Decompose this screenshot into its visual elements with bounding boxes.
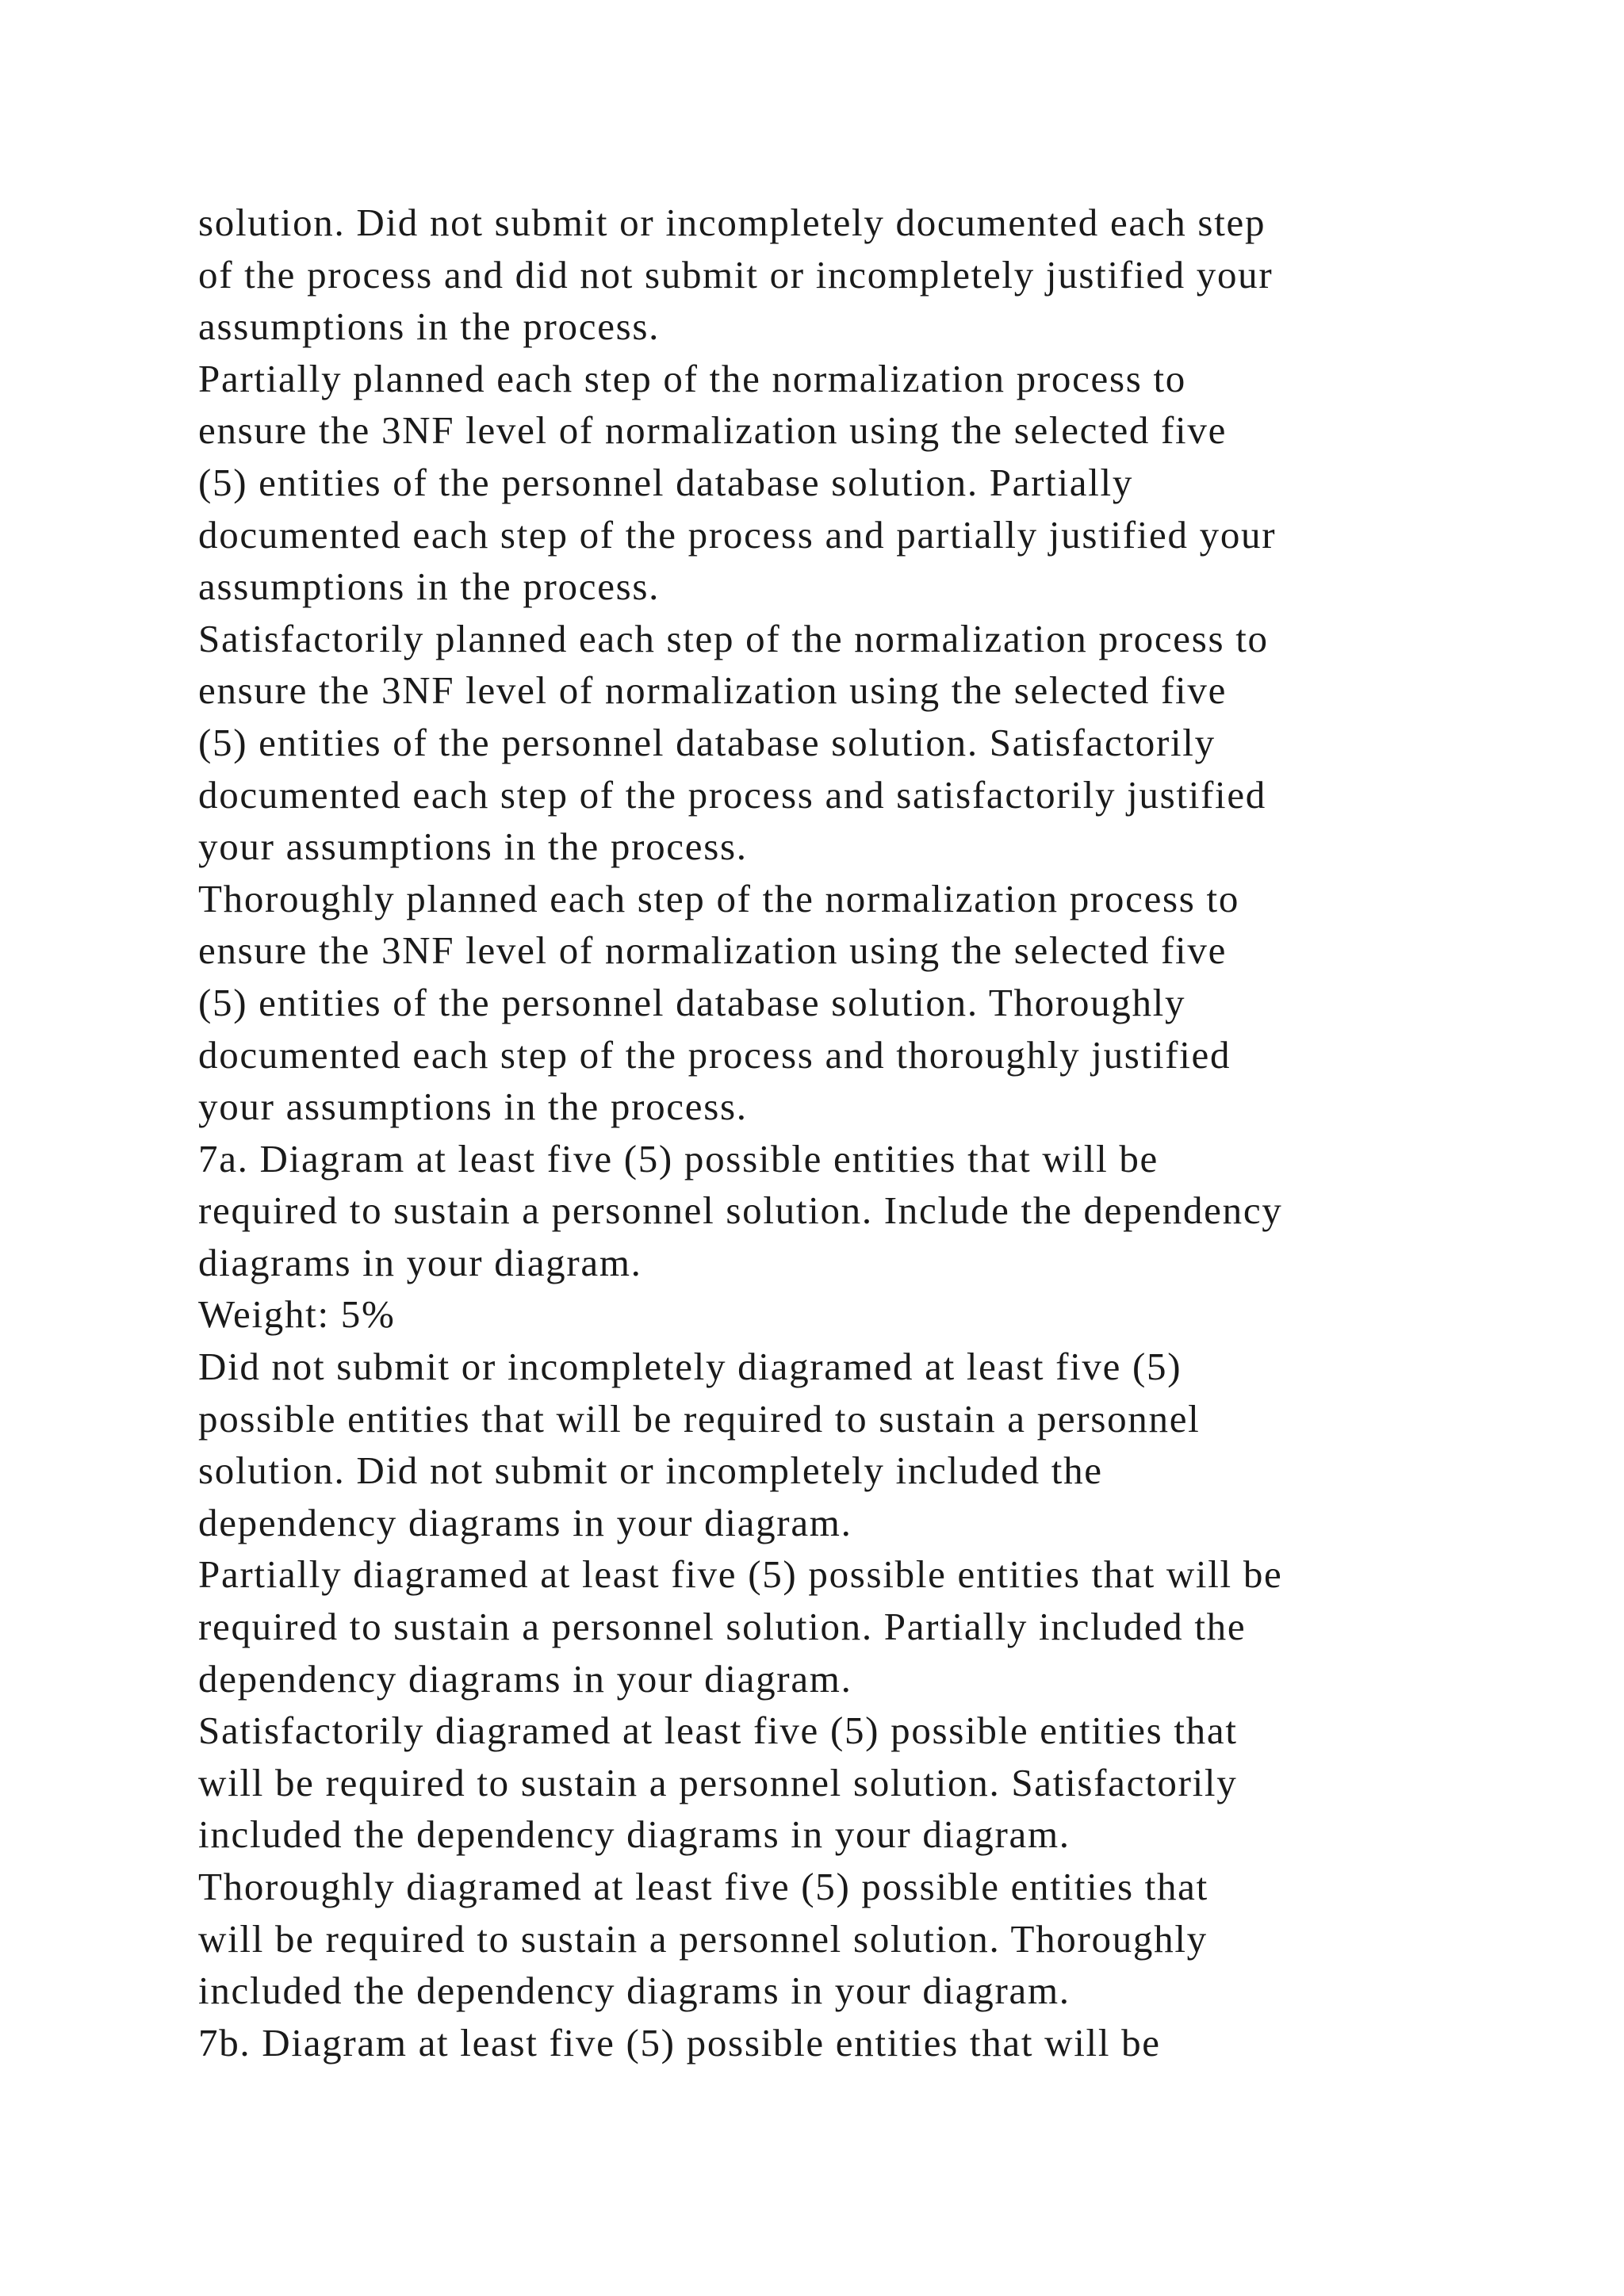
text-line: (5) entities of the personnel database solution. Thoroughly: [198, 980, 1186, 1024]
text-line: Weight: 5%: [198, 1292, 396, 1337]
text-line: required to sustain a personnel solution. Partially included the: [198, 1605, 1247, 1649]
text-line: dependency diagrams in your diagram.: [198, 1656, 852, 1701]
text-line: ensure the 3NF level of normalization using the selected five: [198, 668, 1228, 713]
text-line: (5) entities of the personnel database solution. Satisfactorily: [198, 720, 1216, 764]
text-line: will be required to sustain a personnel solution. Satisfactorily: [198, 1760, 1238, 1804]
text-line: solution. Did not submit or incompletely included the: [198, 1448, 1103, 1493]
text-line: Partially diagramed at least five (5) possible entities that will be: [198, 1552, 1283, 1597]
text-line: will be required to sustain a personnel solution. Thoroughly: [198, 1916, 1208, 1961]
text-line: required to sustain a personnel solution. Include the dependency: [198, 1188, 1283, 1233]
text-line: solution. Did not submit or incompletely documented each step: [198, 201, 1266, 244]
text-line: Satisfactorily planned each step of the normalization process to: [198, 616, 1269, 660]
text-line: Did not submit or incompletely diagramed at least five (5): [198, 1345, 1182, 1389]
text-line: (5) entities of the personnel database solution. Partially: [198, 460, 1134, 504]
text-line: Satisfactorily diagramed at least five (5) possible entities that: [198, 1709, 1238, 1753]
text-line: of the process and did not submit or incompletely justified your: [198, 252, 1274, 297]
text-line: dependency diagrams in your diagram.: [198, 1500, 852, 1544]
text-line: included the dependency diagrams in your diagram.: [198, 1812, 1071, 1857]
text-line: your assumptions in the process.: [198, 1085, 748, 1129]
text-line: 7b. Diagram at least five (5) possible entities that will be: [198, 2020, 1161, 2064]
document-text: [198, 197, 1515, 2068]
text-line: assumptions in the process.: [198, 564, 661, 609]
text-line: Thoroughly planned each step of the normalization process to: [198, 876, 1240, 920]
text-line: included the dependency diagrams in your diagram.: [198, 1969, 1071, 2013]
text-line: assumptions in the process.: [198, 304, 661, 349]
text-line: Thoroughly diagramed at least five (5) possible entities that: [198, 1865, 1208, 1908]
text-line: 7a. Diagram at least five (5) possible entities that will be: [198, 1136, 1159, 1181]
text-line: documented each step of the process and satisfactorily justified: [198, 772, 1267, 817]
text-line: documented each step of the process and partially justified your: [198, 512, 1277, 557]
text-line: diagrams in your diagram.: [198, 1240, 642, 1284]
text-line: documented each step of the process and thoroughly justified: [198, 1032, 1231, 1077]
text-line: ensure the 3NF level of normalization using the selected five: [198, 408, 1228, 453]
text-line: Partially planned each step of the normalization process to: [198, 356, 1186, 400]
text-line: your assumptions in the process.: [198, 825, 748, 869]
text-line: ensure the 3NF level of normalization using the selected five: [198, 928, 1228, 973]
text-line: possible entities that will be required to sustain a personnel: [198, 1396, 1201, 1441]
